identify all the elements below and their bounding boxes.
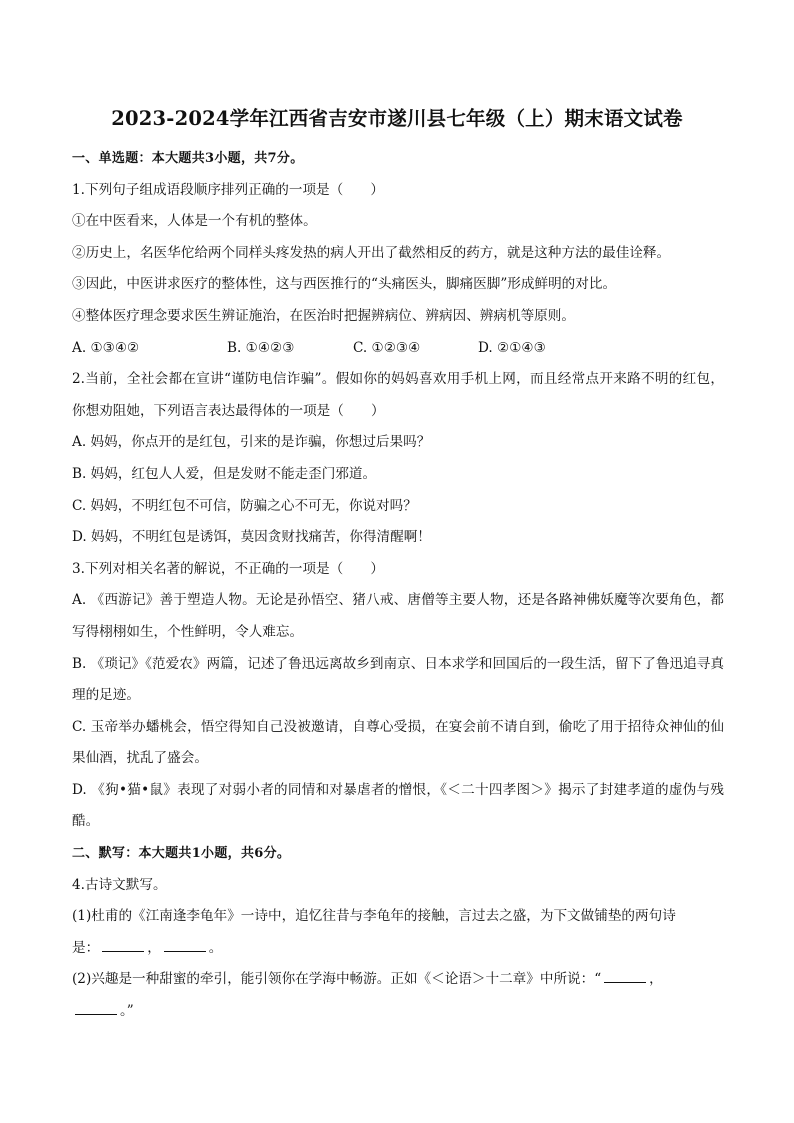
exam-title: 2023-2024学年江西省吉安市遂川县七年级（上）期末语文试卷	[111, 107, 683, 130]
question-4-part-2-line-1	[72, 964, 724, 996]
question-1-options	[72, 333, 724, 365]
question-4-stem: 4.古诗文默写。	[72, 876, 167, 893]
question-1-stem: 1.下列句子组成语段顺序排列正确的一项是（ ）	[72, 181, 385, 198]
question-1-option-c[interactable]: C. ①②③④	[353, 339, 421, 356]
question-3-option-c[interactable]: C. 玉帝举办蟠桃会，悟空得知自己没被邀请，自尊心受损，在宴会前不请自到，偷吃了用于招待众神仙的仙果仙酒，扰乱了盛会。	[72, 718, 724, 767]
answer-blank-3[interactable]	[604, 968, 646, 983]
answer-blank-4[interactable]	[75, 1000, 117, 1015]
answer-blank-2[interactable]	[164, 937, 206, 952]
question-4-part-1-line-1: (1)杜甫的《江南逢李龟年》一诗中，追忆往昔与李龟年的接触，言过去之盛，为下文做铺垫的两句诗	[72, 908, 676, 925]
question-2-option-d[interactable]: D. 妈妈，不明红包是诱饵，莫因贪财找痛苦，你得清醒啊！	[72, 529, 431, 546]
question-3-option-a[interactable]: A. 《西游记》善于塑造人物。无论是孙悟空、猪八戒、唐僧等主要人物，还是各路神佛妖魔等次要角色，都写得栩栩如生，个性鲜明，令人难忘。	[72, 592, 724, 640]
question-1-option-d[interactable]: D. ②①④③	[478, 339, 546, 356]
question-1-sentence-3: ③因此，中医讲求医疗的整体性，这与西医推行的“头痛医头，脚痛医脚”形成鲜明的对比。	[72, 276, 617, 293]
exam-content	[72, 143, 724, 1028]
question-1-option-a[interactable]: A. ①③④②	[72, 339, 140, 356]
question-1-option-b[interactable]: B. ①④②③	[227, 339, 295, 356]
question-3-stem: 3.下列对相关名著的解说，不正确的一项是（ ）	[72, 560, 385, 577]
question-2-option-b[interactable]: B. 妈妈，红包人人爱，但是发财不能走歪门邪道。	[72, 465, 377, 482]
question-4-part-2-separator: ，	[649, 971, 663, 988]
question-1-sentence-2: ②历史上，名医华佗给两个同样头疼发热的病人开出了截然相反的药方，就是这种方法的最佳诠释。	[72, 244, 671, 261]
question-4-part-1-separator: ，	[147, 939, 161, 956]
question-4-part-2-prefix: (2)兴趣是一种甜蜜的牵引，能引领你在学海中畅游。正如《＜论语＞十二章》中所说：“	[72, 971, 602, 988]
question-4-part-1-end: 。	[208, 939, 223, 956]
question-2-option-a[interactable]: A. 妈妈，你点开的是红包，引来的是诈骗，你想过后果吗？	[72, 434, 431, 451]
question-1-sentence-4: ④整体医疗理念要求医生辨证施治，在医治时把握辨病位、辨病因、辨病机等原则。	[72, 307, 575, 324]
question-1-sentence-1: ①在中医看来，人体是一个有机的整体。	[72, 213, 317, 230]
question-4-part-2-end: 。”	[120, 1003, 134, 1020]
section-heading-dictation: 二、默写：本大题共1小题，共6分。	[72, 846, 291, 862]
section-heading-single-choice: 一、单选题：本大题共3小题，共7分。	[72, 151, 304, 166]
question-4-part-1-line-2	[72, 933, 724, 965]
question-4-part-1-prefix: 是：	[72, 939, 100, 956]
question-3-option-d[interactable]: D. 《狗•猫•鼠》表现了对弱小者的同情和对暴虐者的憎恨，《＜二十四孝图＞》揭示了封建孝道的虚伪与残酷。	[72, 781, 724, 830]
question-3-option-b[interactable]: B. 《琐记》《范爱农》两篇，记述了鲁迅远离故乡到南京、日本求学和回国后的一段生活，留下了鲁迅追寻真理的足迹。	[72, 655, 724, 704]
question-4-part-2-line-2	[72, 996, 724, 1028]
question-2-option-c[interactable]: C. 妈妈，不明红包不可信，防骗之心不可无，你说对吗？	[72, 497, 417, 514]
question-2-stem: 2.当前，全社会都在宣讲“谨防电信诈骗”。假如你的妈妈喜欢用手机上网，而且经常点开来路不明的红包，你想劝阻她，下列语言表达最得体的一项是（ ）	[72, 371, 724, 419]
answer-blank-1[interactable]	[102, 937, 144, 952]
